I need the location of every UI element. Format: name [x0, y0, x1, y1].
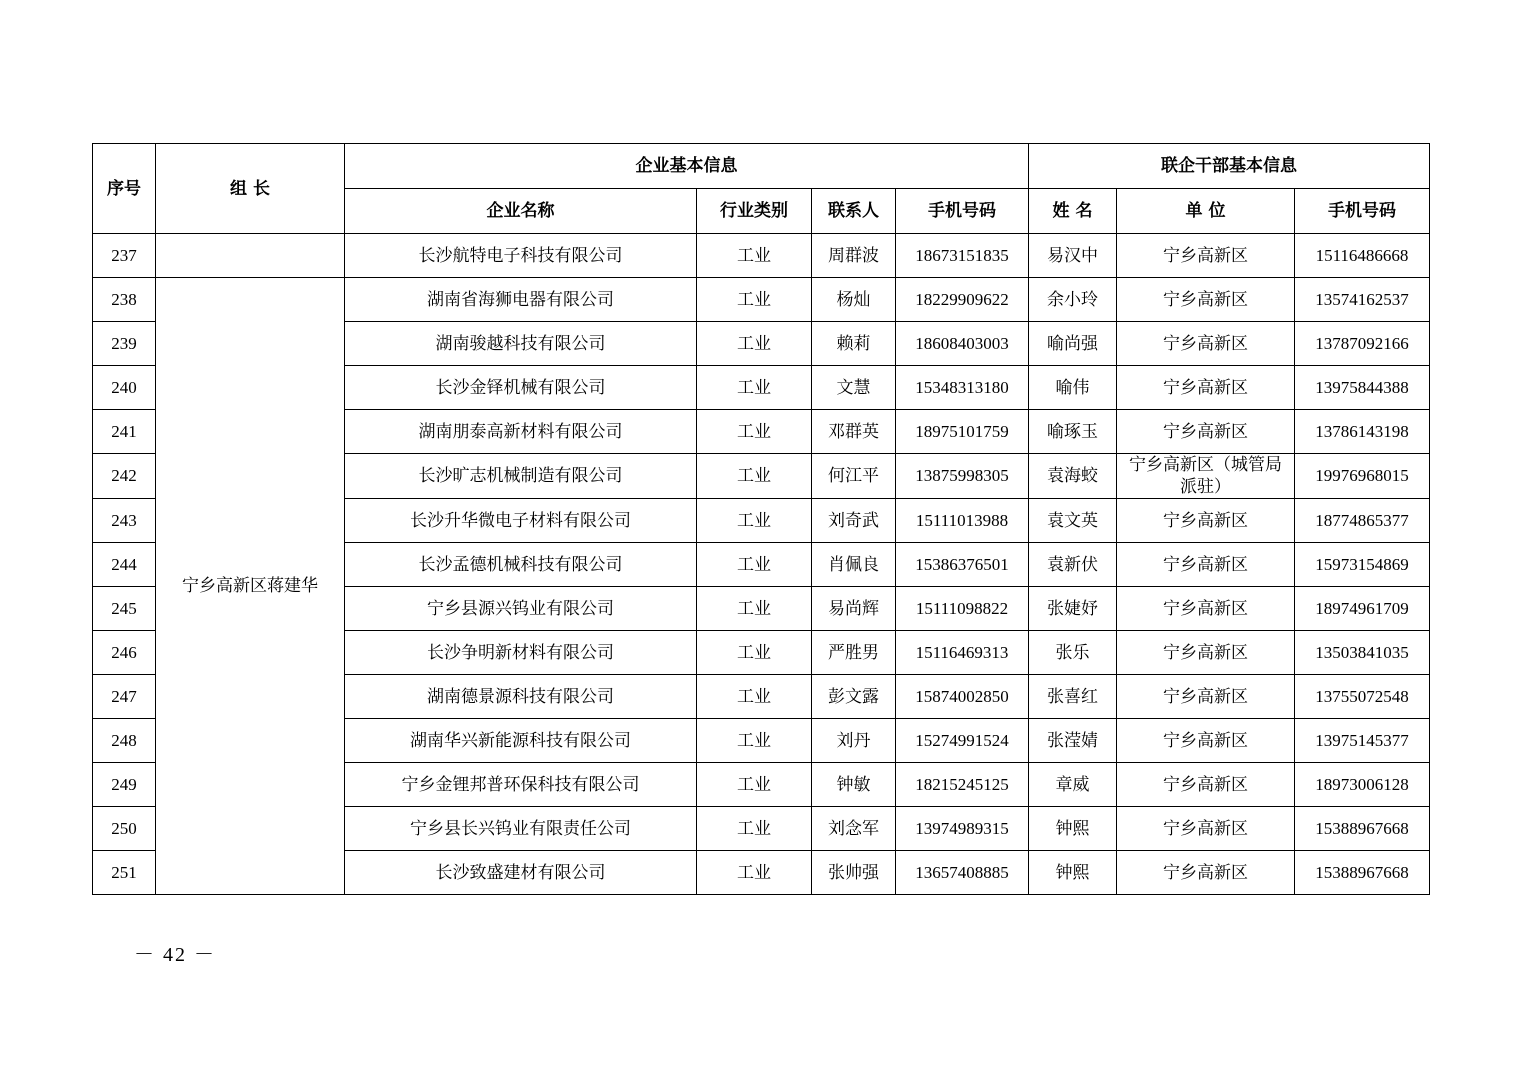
cell-contact: 张帅强 [812, 851, 896, 895]
cell-industry: 工业 [697, 763, 812, 807]
cell-unit: 宁乡高新区 [1117, 499, 1295, 543]
cell-company-phone: 15111013988 [896, 499, 1029, 543]
cell-industry: 工业 [697, 851, 812, 895]
cell-seq: 241 [93, 410, 156, 454]
cell-seq: 247 [93, 675, 156, 719]
cell-unit: 宁乡高新区（城管局派驻） [1117, 454, 1295, 499]
cell-seq: 242 [93, 454, 156, 499]
cell-industry: 工业 [697, 278, 812, 322]
cell-company-name: 宁乡县源兴钨业有限公司 [345, 587, 697, 631]
header-contact: 联系人 [812, 189, 896, 234]
cell-unit: 宁乡高新区 [1117, 587, 1295, 631]
table-row [93, 278, 1430, 322]
cell-seq: 248 [93, 719, 156, 763]
header-industry: 行业类别 [697, 189, 812, 234]
cell-unit: 宁乡高新区 [1117, 410, 1295, 454]
cell-contact: 文慧 [812, 366, 896, 410]
cell-company-phone: 15111098822 [896, 587, 1029, 631]
cell-contact: 杨灿 [812, 278, 896, 322]
cell-contact: 周群波 [812, 234, 896, 278]
cell-cadre-phone: 13574162537 [1295, 278, 1430, 322]
cell-cadre-phone: 13503841035 [1295, 631, 1430, 675]
cell-company-name: 长沙旷志机械制造有限公司 [345, 454, 697, 499]
enterprise-cadre-table [92, 143, 1430, 895]
cell-cadre-name: 袁新伏 [1029, 543, 1117, 587]
cell-industry: 工业 [697, 234, 812, 278]
header-cadre-phone: 手机号码 [1295, 189, 1430, 234]
cell-company-name: 长沙航特电子科技有限公司 [345, 234, 697, 278]
cell-unit: 宁乡高新区 [1117, 719, 1295, 763]
cell-cadre-phone: 15973154869 [1295, 543, 1430, 587]
cell-company-name: 长沙金铎机械有限公司 [345, 366, 697, 410]
cell-industry: 工业 [697, 631, 812, 675]
cell-company-name: 长沙致盛建材有限公司 [345, 851, 697, 895]
cell-cadre-name: 章威 [1029, 763, 1117, 807]
cell-industry: 工业 [697, 587, 812, 631]
cell-unit: 宁乡高新区 [1117, 366, 1295, 410]
cell-company-phone: 13974989315 [896, 807, 1029, 851]
header-company-phone: 手机号码 [896, 189, 1029, 234]
header-cadre-info: 联企干部基本信息 [1029, 144, 1430, 189]
cell-unit: 宁乡高新区 [1117, 234, 1295, 278]
cell-industry: 工业 [697, 499, 812, 543]
cell-cadre-name: 易汉中 [1029, 234, 1117, 278]
cell-industry: 工业 [697, 543, 812, 587]
cell-unit: 宁乡高新区 [1117, 278, 1295, 322]
cell-cadre-name: 袁海蛟 [1029, 454, 1117, 499]
cell-unit: 宁乡高新区 [1117, 851, 1295, 895]
header-cadre-name: 姓 名 [1029, 189, 1117, 234]
cell-contact: 钟敏 [812, 763, 896, 807]
cell-cadre-name: 张乐 [1029, 631, 1117, 675]
cell-company-phone: 15116469313 [896, 631, 1029, 675]
cell-cadre-name: 钟熙 [1029, 851, 1117, 895]
cell-leader-empty [156, 234, 345, 278]
cell-company-phone: 13875998305 [896, 454, 1029, 499]
cell-contact: 肖佩良 [812, 543, 896, 587]
cell-company-name: 湖南朋泰高新材料有限公司 [345, 410, 697, 454]
cell-company-phone: 13657408885 [896, 851, 1029, 895]
cell-unit: 宁乡高新区 [1117, 763, 1295, 807]
cell-company-phone: 18215245125 [896, 763, 1029, 807]
cell-seq: 245 [93, 587, 156, 631]
cell-seq: 251 [93, 851, 156, 895]
cell-cadre-phone: 13975844388 [1295, 366, 1430, 410]
cell-cadre-phone: 13975145377 [1295, 719, 1430, 763]
cell-seq: 240 [93, 366, 156, 410]
cell-cadre-name: 喻尚强 [1029, 322, 1117, 366]
table-row [93, 234, 1430, 278]
cell-industry: 工业 [697, 675, 812, 719]
cell-company-phone: 15348313180 [896, 366, 1029, 410]
cell-contact: 严胜男 [812, 631, 896, 675]
cell-company-name: 湖南骏越科技有限公司 [345, 322, 697, 366]
cell-cadre-name: 张滢婧 [1029, 719, 1117, 763]
cell-industry: 工业 [697, 719, 812, 763]
cell-cadre-phone: 19976968015 [1295, 454, 1430, 499]
cell-unit: 宁乡高新区 [1117, 631, 1295, 675]
cell-cadre-name: 袁文英 [1029, 499, 1117, 543]
cell-cadre-phone: 15388967668 [1295, 807, 1430, 851]
cell-unit: 宁乡高新区 [1117, 322, 1295, 366]
cell-industry: 工业 [697, 322, 812, 366]
cell-industry: 工业 [697, 366, 812, 410]
cell-company-name: 宁乡县长兴钨业有限责任公司 [345, 807, 697, 851]
cell-cadre-name: 钟熙 [1029, 807, 1117, 851]
cell-company-name: 湖南华兴新能源科技有限公司 [345, 719, 697, 763]
cell-company-name: 长沙升华微电子材料有限公司 [345, 499, 697, 543]
header-leader: 组 长 [156, 144, 345, 234]
cell-seq: 239 [93, 322, 156, 366]
cell-company-name: 长沙孟德机械科技有限公司 [345, 543, 697, 587]
cell-company-phone: 18229909622 [896, 278, 1029, 322]
cell-contact: 易尚辉 [812, 587, 896, 631]
cell-seq: 244 [93, 543, 156, 587]
table-header [93, 144, 1430, 234]
cell-industry: 工业 [697, 410, 812, 454]
cell-contact: 彭文露 [812, 675, 896, 719]
cell-cadre-name: 余小玲 [1029, 278, 1117, 322]
header-unit: 单 位 [1117, 189, 1295, 234]
cell-cadre-name: 张喜红 [1029, 675, 1117, 719]
page-number: － 42 － [134, 944, 216, 966]
cell-company-phone: 18608403003 [896, 322, 1029, 366]
cell-seq: 249 [93, 763, 156, 807]
cell-cadre-phone: 13755072548 [1295, 675, 1430, 719]
cell-seq: 250 [93, 807, 156, 851]
cell-cadre-phone: 13787092166 [1295, 322, 1430, 366]
cell-company-phone: 15874002850 [896, 675, 1029, 719]
header-enterprise-info: 企业基本信息 [345, 144, 1029, 189]
cell-contact: 赖莉 [812, 322, 896, 366]
cell-unit: 宁乡高新区 [1117, 675, 1295, 719]
cell-cadre-name: 喻伟 [1029, 366, 1117, 410]
cell-contact: 刘念军 [812, 807, 896, 851]
cell-company-phone: 15386376501 [896, 543, 1029, 587]
header-row-group [93, 144, 1430, 189]
cell-company-phone: 18975101759 [896, 410, 1029, 454]
cell-contact: 刘奇武 [812, 499, 896, 543]
cell-seq: 238 [93, 278, 156, 322]
header-seq: 序号 [93, 144, 156, 234]
cell-unit: 宁乡高新区 [1117, 543, 1295, 587]
cell-cadre-phone: 18973006128 [1295, 763, 1430, 807]
cell-company-name: 湖南德景源科技有限公司 [345, 675, 697, 719]
cell-company-phone: 18673151835 [896, 234, 1029, 278]
cell-cadre-name: 张婕妤 [1029, 587, 1117, 631]
cell-cadre-phone: 18974961709 [1295, 587, 1430, 631]
cell-industry: 工业 [697, 454, 812, 499]
cell-company-name: 湖南省海狮电器有限公司 [345, 278, 697, 322]
cell-unit: 宁乡高新区 [1117, 807, 1295, 851]
cell-contact: 何江平 [812, 454, 896, 499]
cell-cadre-phone: 13786143198 [1295, 410, 1430, 454]
cell-contact: 刘丹 [812, 719, 896, 763]
cell-company-phone: 15274991524 [896, 719, 1029, 763]
cell-cadre-phone: 18774865377 [1295, 499, 1430, 543]
cell-company-name: 宁乡金锂邦普环保科技有限公司 [345, 763, 697, 807]
cell-contact: 邓群英 [812, 410, 896, 454]
table-body [93, 234, 1430, 895]
cell-seq: 246 [93, 631, 156, 675]
cell-cadre-name: 喻琢玉 [1029, 410, 1117, 454]
cell-seq: 243 [93, 499, 156, 543]
cell-leader-group: 宁乡高新区蒋建华 [156, 278, 345, 895]
cell-industry: 工业 [697, 807, 812, 851]
cell-seq: 237 [93, 234, 156, 278]
header-company-name: 企业名称 [345, 189, 697, 234]
cell-company-name: 长沙争明新材料有限公司 [345, 631, 697, 675]
cell-cadre-phone: 15116486668 [1295, 234, 1430, 278]
cell-cadre-phone: 15388967668 [1295, 851, 1430, 895]
